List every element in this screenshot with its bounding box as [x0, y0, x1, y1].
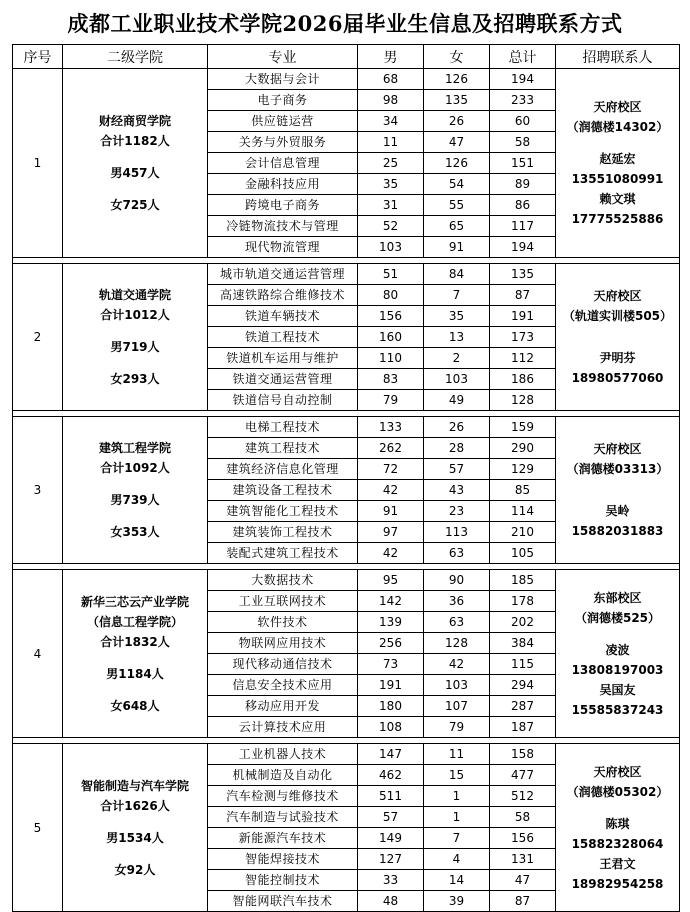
major-name: 高速铁路综合维修技术: [208, 285, 358, 306]
major-name: 工业互联网技术: [208, 591, 358, 612]
total-count: 115: [490, 654, 556, 675]
contact-person-name: 赵延宏: [599, 152, 636, 166]
major-name: 现代物流管理: [208, 237, 358, 258]
male-count: 149: [358, 828, 424, 849]
female-count: 39: [424, 891, 490, 912]
total-count: 60: [490, 111, 556, 132]
table-row: [13, 69, 680, 90]
row-index: 1: [13, 69, 63, 258]
female-count: 79: [424, 717, 490, 738]
major-name: 装配式建筑工程技术: [208, 543, 358, 564]
major-name: 铁道工程技术: [208, 327, 358, 348]
header-contact: 招聘联系人: [556, 45, 680, 69]
female-count: 91: [424, 237, 490, 258]
female-count: 26: [424, 111, 490, 132]
contact-campus: 天府校区: [593, 100, 642, 114]
contact-cell: [556, 69, 680, 258]
female-count: 1: [424, 786, 490, 807]
male-count: 139: [358, 612, 424, 633]
female-count: 43: [424, 480, 490, 501]
contact-campus: 天府校区: [593, 442, 642, 456]
male-count: 142: [358, 591, 424, 612]
total-count: 87: [490, 285, 556, 306]
table-header-row: [13, 45, 680, 69]
major-name: 大数据技术: [208, 570, 358, 591]
male-count: 80: [358, 285, 424, 306]
college-female-count: 女92人: [114, 862, 156, 877]
college-male-count: 男457人: [110, 166, 160, 180]
total-count: 194: [490, 69, 556, 90]
contact-person-name: 尹明芬: [599, 351, 636, 365]
male-count: 98: [358, 90, 424, 111]
header-college: 二级学院: [63, 45, 208, 69]
total-count: 89: [490, 174, 556, 195]
female-count: 4: [424, 849, 490, 870]
major-name: 软件技术: [208, 612, 358, 633]
contact-campus: 天府校区: [593, 764, 642, 779]
female-count: 103: [424, 675, 490, 696]
major-name: 移动应用开发: [208, 696, 358, 717]
male-count: 35: [358, 174, 424, 195]
college-total: 合计1092人: [100, 461, 170, 475]
female-count: 63: [424, 543, 490, 564]
college-name: 新华三芯云产业学院: [80, 594, 189, 609]
total-count: 58: [490, 807, 556, 828]
total-count: 86: [490, 195, 556, 216]
total-count: 114: [490, 501, 556, 522]
row-index: 4: [13, 570, 63, 738]
major-name: 智能焊接技术: [208, 849, 358, 870]
contact-phone: 13551080991: [571, 172, 664, 186]
contact-person-name: 陈琪: [605, 816, 630, 831]
major-name: 建筑经济信息化管理: [208, 459, 358, 480]
major-name: 铁道车辆技术: [208, 306, 358, 327]
male-count: 110: [358, 348, 424, 369]
total-count: 477: [490, 765, 556, 786]
male-count: 97: [358, 522, 424, 543]
female-count: 2: [424, 348, 490, 369]
female-count: 26: [424, 417, 490, 438]
major-name: 跨境电子商务: [208, 195, 358, 216]
female-count: 7: [424, 285, 490, 306]
male-count: 73: [358, 654, 424, 675]
major-name: 供应链运营: [208, 111, 358, 132]
male-count: 68: [358, 69, 424, 90]
total-count: 287: [490, 696, 556, 717]
college-total: 合计1626人: [100, 798, 170, 813]
contact-building: （润德楼525）: [574, 610, 661, 625]
male-count: 127: [358, 849, 424, 870]
total-count: 58: [490, 132, 556, 153]
female-count: 107: [424, 696, 490, 717]
contact-building: （润德楼14302）: [566, 120, 669, 134]
table-body: [13, 69, 680, 912]
contact-building: （轨道实训楼505）: [562, 309, 673, 323]
female-count: 35: [424, 306, 490, 327]
male-count: 83: [358, 369, 424, 390]
male-count: 103: [358, 237, 424, 258]
female-count: 13: [424, 327, 490, 348]
total-count: 159: [490, 417, 556, 438]
male-count: 462: [358, 765, 424, 786]
college-male-count: 男1184人: [106, 666, 164, 681]
college-female-count: 女648人: [110, 698, 160, 713]
table-row: [13, 417, 680, 438]
male-count: 160: [358, 327, 424, 348]
college-name: 建筑工程学院: [98, 441, 171, 455]
female-count: 128: [424, 633, 490, 654]
total-count: 173: [490, 327, 556, 348]
total-count: 85: [490, 480, 556, 501]
total-count: 47: [490, 870, 556, 891]
male-count: 42: [358, 543, 424, 564]
contact-phone: 15882328064: [571, 836, 664, 851]
contact-person-name: 吴国友: [599, 682, 636, 697]
major-name: 新能源汽车技术: [208, 828, 358, 849]
header-male: 男: [358, 45, 424, 69]
contact-person-name: 吴岭: [605, 504, 630, 518]
major-name: 建筑工程技术: [208, 438, 358, 459]
total-count: 112: [490, 348, 556, 369]
male-count: 95: [358, 570, 424, 591]
total-count: 185: [490, 570, 556, 591]
female-count: 57: [424, 459, 490, 480]
college-total: 合计1832人: [100, 634, 170, 649]
female-count: 7: [424, 828, 490, 849]
male-count: 511: [358, 786, 424, 807]
female-count: 135: [424, 90, 490, 111]
female-count: 28: [424, 438, 490, 459]
college-total: 合计1182人: [100, 134, 170, 148]
total-count: 158: [490, 744, 556, 765]
total-count: 187: [490, 717, 556, 738]
total-count: 156: [490, 828, 556, 849]
major-name: 汽车检测与维修技术: [208, 786, 358, 807]
college-cell: [63, 417, 208, 564]
total-count: 233: [490, 90, 556, 111]
contact-building: （润德楼03313）: [566, 462, 669, 476]
male-count: 33: [358, 870, 424, 891]
total-count: 194: [490, 237, 556, 258]
major-name: 智能控制技术: [208, 870, 358, 891]
table-row: [13, 744, 680, 765]
page-title: 成都工业职业技术学院2026届毕业生信息及招聘联系方式: [67, 11, 623, 36]
total-count: 512: [490, 786, 556, 807]
contact-campus: 天府校区: [593, 289, 642, 303]
female-count: 103: [424, 369, 490, 390]
male-count: 156: [358, 306, 424, 327]
major-name: 铁道信号自动控制: [208, 390, 358, 411]
contact-phone: 18980577060: [571, 371, 664, 385]
total-count: 151: [490, 153, 556, 174]
male-count: 191: [358, 675, 424, 696]
header-index: 序号: [13, 45, 63, 69]
female-count: 47: [424, 132, 490, 153]
contact-phone: 15585837243: [571, 702, 664, 717]
female-count: 90: [424, 570, 490, 591]
major-name: 城市轨道交通运营管理: [208, 264, 358, 285]
major-name: 铁道交通运营管理: [208, 369, 358, 390]
major-name: 建筑智能化工程技术: [208, 501, 358, 522]
college-female-count: 女353人: [110, 525, 160, 539]
male-count: 147: [358, 744, 424, 765]
total-count: 117: [490, 216, 556, 237]
major-name: 汽车制造与试验技术: [208, 807, 358, 828]
female-count: 14: [424, 870, 490, 891]
female-count: 84: [424, 264, 490, 285]
major-name: 冷链物流技术与管理: [208, 216, 358, 237]
male-count: 57: [358, 807, 424, 828]
total-count: 131: [490, 849, 556, 870]
female-count: 126: [424, 153, 490, 174]
total-count: 384: [490, 633, 556, 654]
contact-cell: [556, 570, 680, 738]
total-count: 290: [490, 438, 556, 459]
male-count: 262: [358, 438, 424, 459]
contact-cell: [556, 264, 680, 411]
major-name: 大数据与会计: [208, 69, 358, 90]
college-female-count: 女293人: [110, 372, 160, 386]
total-count: 87: [490, 891, 556, 912]
contact-phone: 13808197003: [571, 662, 664, 677]
male-count: 72: [358, 459, 424, 480]
major-name: 铁道机车运用与维护: [208, 348, 358, 369]
male-count: 31: [358, 195, 424, 216]
female-count: 55: [424, 195, 490, 216]
table-row: [13, 570, 680, 591]
college-male-count: 男1534人: [106, 830, 164, 845]
male-count: 42: [358, 480, 424, 501]
contact-phone: 17775525886: [571, 212, 664, 226]
major-name: 工业机器人技术: [208, 744, 358, 765]
major-name: 电梯工程技术: [208, 417, 358, 438]
male-count: 34: [358, 111, 424, 132]
college-name: 轨道交通学院: [98, 288, 171, 302]
major-name: 会计信息管理: [208, 153, 358, 174]
male-count: 108: [358, 717, 424, 738]
female-count: 49: [424, 390, 490, 411]
major-name: 关务与外贸服务: [208, 132, 358, 153]
college-cell: [63, 69, 208, 258]
contact-phone: 15882031883: [571, 524, 664, 538]
male-count: 91: [358, 501, 424, 522]
major-name: 金融科技应用: [208, 174, 358, 195]
major-name: 电子商务: [208, 90, 358, 111]
female-count: 63: [424, 612, 490, 633]
college-female-count: 女725人: [110, 198, 160, 212]
major-name: 建筑设备工程技术: [208, 480, 358, 501]
college-male-count: 男739人: [110, 493, 160, 507]
contact-person-name: 凌波: [605, 642, 630, 657]
header-female: 女: [424, 45, 490, 69]
male-count: 79: [358, 390, 424, 411]
female-count: 54: [424, 174, 490, 195]
male-count: 256: [358, 633, 424, 654]
total-count: 129: [490, 459, 556, 480]
college-cell: [63, 264, 208, 411]
male-count: 52: [358, 216, 424, 237]
total-count: 105: [490, 543, 556, 564]
male-count: 180: [358, 696, 424, 717]
major-name: 信息安全技术应用: [208, 675, 358, 696]
header-total: 总计: [490, 45, 556, 69]
college-cell: [63, 570, 208, 738]
college-male-count: 男719人: [110, 340, 160, 354]
contact-campus: 东部校区: [593, 590, 642, 605]
college-name: 财经商贸学院: [98, 114, 171, 128]
college-cell: [63, 744, 208, 912]
total-count: 178: [490, 591, 556, 612]
male-count: 133: [358, 417, 424, 438]
male-count: 25: [358, 153, 424, 174]
contact-cell: [556, 417, 680, 564]
contact-phone: 18982954258: [571, 876, 664, 891]
major-name: 物联网应用技术: [208, 633, 358, 654]
male-count: 51: [358, 264, 424, 285]
college-total: 合计1012人: [100, 308, 170, 322]
major-name: 建筑装饰工程技术: [208, 522, 358, 543]
row-index: 5: [13, 744, 63, 912]
female-count: 126: [424, 69, 490, 90]
male-count: 11: [358, 132, 424, 153]
contact-person-name: 赖文琪: [599, 192, 636, 206]
contact-person-name: 王君文: [599, 856, 636, 871]
total-count: 294: [490, 675, 556, 696]
header-major: 专业: [208, 45, 358, 69]
female-count: 42: [424, 654, 490, 675]
graduate-info-table: [12, 44, 680, 912]
college-name: 智能制造与汽车学院: [80, 778, 189, 793]
contact-building: （润德楼05302）: [566, 784, 669, 799]
major-name: 现代移动通信技术: [208, 654, 358, 675]
major-name: 云计算技术应用: [208, 717, 358, 738]
female-count: 23: [424, 501, 490, 522]
male-count: 48: [358, 891, 424, 912]
female-count: 65: [424, 216, 490, 237]
female-count: 15: [424, 765, 490, 786]
total-count: 191: [490, 306, 556, 327]
college-subname: （信息工程学院）: [86, 614, 183, 629]
total-count: 202: [490, 612, 556, 633]
total-count: 210: [490, 522, 556, 543]
table-row: [13, 264, 680, 285]
female-count: 36: [424, 591, 490, 612]
major-name: 智能网联汽车技术: [208, 891, 358, 912]
row-index: 2: [13, 264, 63, 411]
female-count: 113: [424, 522, 490, 543]
female-count: 11: [424, 744, 490, 765]
total-count: 186: [490, 369, 556, 390]
major-name: 机械制造及自动化: [208, 765, 358, 786]
row-index: 3: [13, 417, 63, 564]
contact-cell: [556, 744, 680, 912]
female-count: 1: [424, 807, 490, 828]
total-count: 128: [490, 390, 556, 411]
total-count: 135: [490, 264, 556, 285]
